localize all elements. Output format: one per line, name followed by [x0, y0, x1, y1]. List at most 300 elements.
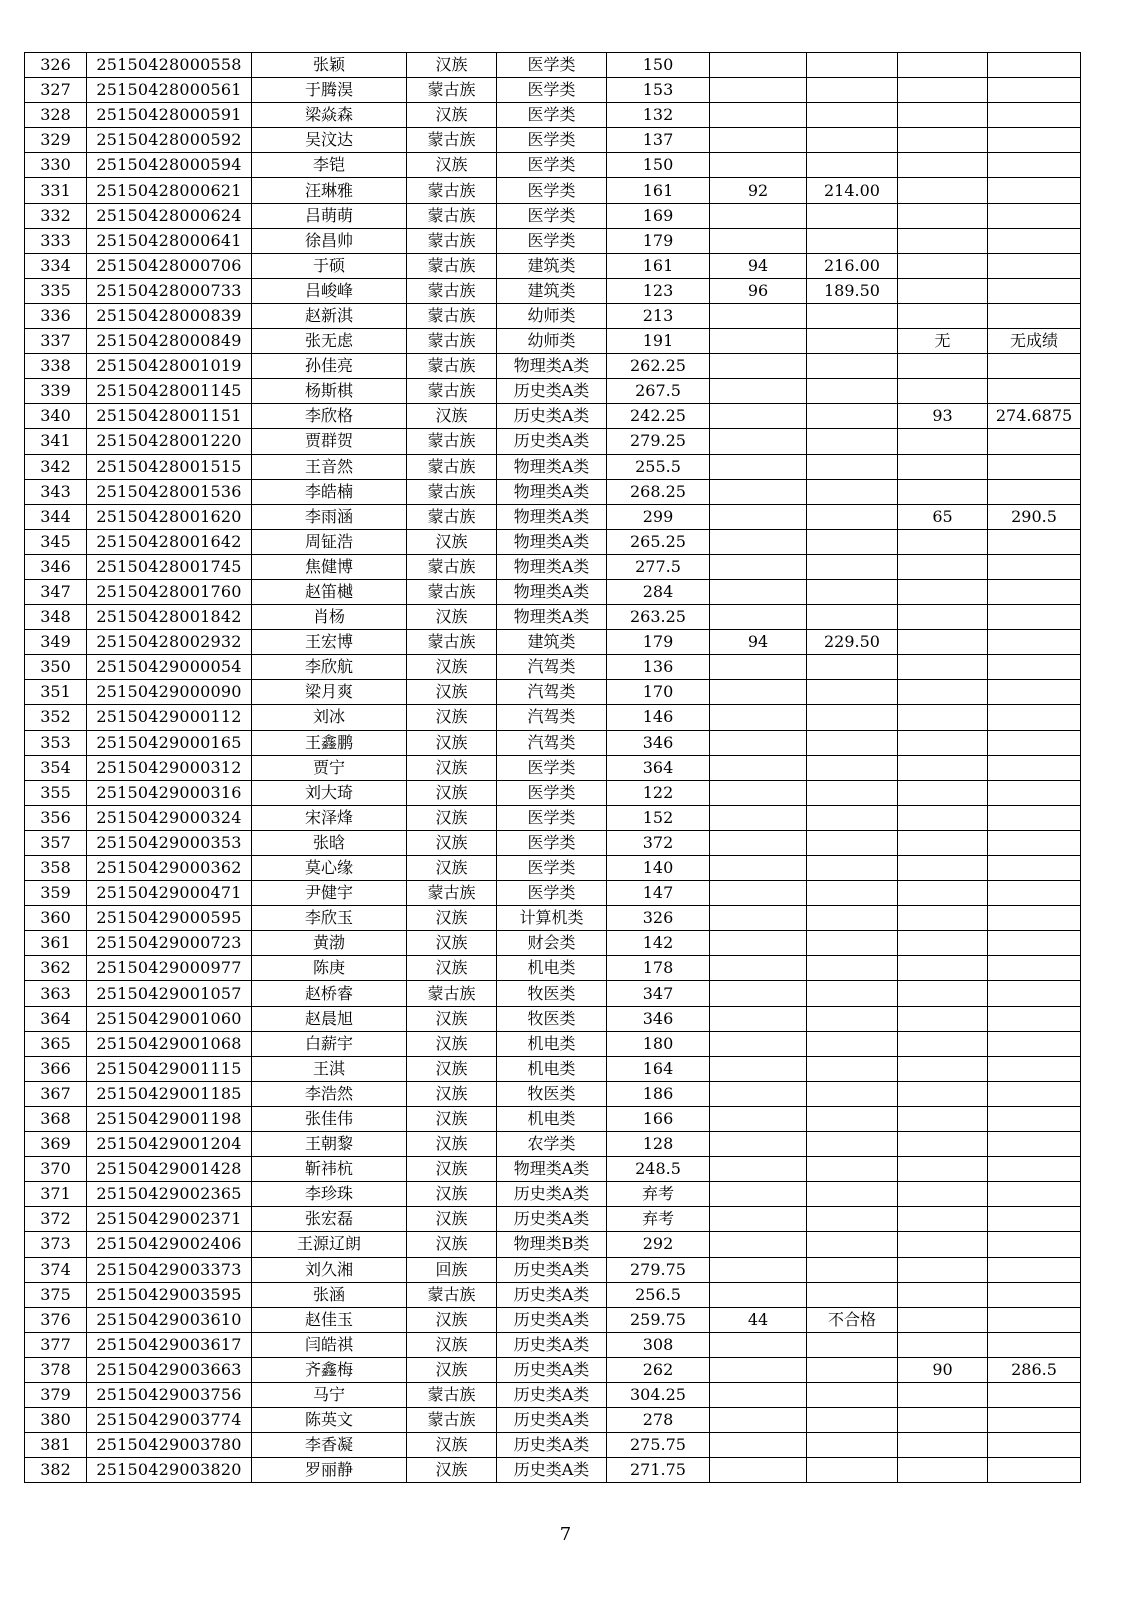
cell-extra-total-1 [807, 404, 898, 429]
cell-candidate-id: 25150428001620 [87, 504, 252, 529]
cell-category: 物理类A类 [497, 529, 607, 554]
cell-extra-total-1 [807, 1207, 898, 1232]
cell-extra-score-1: 44 [710, 1307, 807, 1332]
cell-category: 历史类A类 [497, 1382, 607, 1407]
cell-category: 历史类A类 [497, 1332, 607, 1357]
cell-name: 杨斯棋 [252, 379, 407, 404]
cell-ethnicity: 汉族 [407, 780, 497, 805]
cell-name: 张无虑 [252, 329, 407, 354]
table-row [25, 856, 1081, 881]
cell-extra-score-1 [710, 303, 807, 328]
cell-extra-total-2 [988, 1207, 1081, 1232]
cell-score: 346 [607, 1006, 710, 1031]
cell-ethnicity: 蒙古族 [407, 1382, 497, 1407]
cell-score: 164 [607, 1056, 710, 1081]
cell-extra-total-1 [807, 504, 898, 529]
cell-extra-score-2 [898, 981, 988, 1006]
cell-extra-total-2 [988, 303, 1081, 328]
cell-category: 物理类A类 [497, 554, 607, 579]
cell-extra-total-1 [807, 1332, 898, 1357]
cell-candidate-id: 25150429002406 [87, 1232, 252, 1257]
cell-extra-score-1 [710, 1182, 807, 1207]
cell-category: 医学类 [497, 103, 607, 128]
cell-extra-total-1 [807, 1257, 898, 1282]
cell-extra-total-1 [807, 906, 898, 931]
cell-name: 尹健宇 [252, 881, 407, 906]
cell-extra-total-1 [807, 1182, 898, 1207]
cell-seq: 366 [25, 1056, 87, 1081]
cell-candidate-id: 25150428001151 [87, 404, 252, 429]
cell-score: 292 [607, 1232, 710, 1257]
table-row [25, 1433, 1081, 1458]
cell-extra-score-1 [710, 981, 807, 1006]
cell-seq: 335 [25, 278, 87, 303]
cell-ethnicity: 汉族 [407, 1307, 497, 1332]
cell-extra-score-2 [898, 1031, 988, 1056]
cell-seq: 375 [25, 1282, 87, 1307]
cell-category: 物理类A类 [497, 1157, 607, 1182]
cell-extra-total-1 [807, 103, 898, 128]
cell-candidate-id: 25150428000849 [87, 329, 252, 354]
cell-extra-total-1 [807, 1382, 898, 1407]
cell-seq: 370 [25, 1157, 87, 1182]
cell-extra-score-2 [898, 253, 988, 278]
cell-extra-total-2 [988, 705, 1081, 730]
cell-ethnicity: 蒙古族 [407, 228, 497, 253]
cell-extra-total-1 [807, 830, 898, 855]
cell-category: 幼师类 [497, 303, 607, 328]
cell-score: 180 [607, 1031, 710, 1056]
cell-score: 277.5 [607, 554, 710, 579]
cell-score: 213 [607, 303, 710, 328]
cell-category: 历史类A类 [497, 1282, 607, 1307]
cell-extra-total-1 [807, 379, 898, 404]
table-row [25, 1056, 1081, 1081]
cell-extra-score-2 [898, 153, 988, 178]
cell-candidate-id: 25150429003780 [87, 1433, 252, 1458]
cell-category: 医学类 [497, 830, 607, 855]
cell-extra-score-2 [898, 1132, 988, 1157]
table-row [25, 303, 1081, 328]
cell-extra-score-1 [710, 1332, 807, 1357]
cell-seq: 354 [25, 755, 87, 780]
cell-extra-score-2 [898, 906, 988, 931]
table-row [25, 53, 1081, 78]
cell-extra-score-1 [710, 655, 807, 680]
cell-extra-score-2 [898, 1257, 988, 1282]
cell-extra-score-1 [710, 579, 807, 604]
cell-score: 346 [607, 730, 710, 755]
cell-extra-total-2 [988, 1182, 1081, 1207]
table-row [25, 504, 1081, 529]
cell-candidate-id: 25150429003617 [87, 1332, 252, 1357]
cell-candidate-id: 25150429001060 [87, 1006, 252, 1031]
cell-name: 王源辽朗 [252, 1232, 407, 1257]
cell-candidate-id: 25150428001220 [87, 429, 252, 454]
cell-extra-score-1 [710, 881, 807, 906]
cell-score: 132 [607, 103, 710, 128]
cell-seq: 346 [25, 554, 87, 579]
cell-extra-score-2 [898, 1332, 988, 1357]
cell-extra-total-1 [807, 554, 898, 579]
cell-candidate-id: 25150429001428 [87, 1157, 252, 1182]
cell-extra-total-1 [807, 730, 898, 755]
table-row [25, 881, 1081, 906]
cell-ethnicity: 汉族 [407, 1207, 497, 1232]
table-row [25, 479, 1081, 504]
table-row [25, 228, 1081, 253]
cell-seq: 332 [25, 203, 87, 228]
cell-extra-score-1 [710, 805, 807, 830]
cell-ethnicity: 汉族 [407, 655, 497, 680]
cell-extra-total-2 [988, 1106, 1081, 1131]
cell-ethnicity: 汉族 [407, 103, 497, 128]
cell-name: 吴汶达 [252, 128, 407, 153]
cell-extra-total-2 [988, 78, 1081, 103]
cell-name: 于腾淏 [252, 78, 407, 103]
cell-name: 吕萌萌 [252, 203, 407, 228]
table-row [25, 1106, 1081, 1131]
cell-extra-total-1 [807, 1357, 898, 1382]
cell-extra-total-1 [807, 1433, 898, 1458]
cell-candidate-id: 25150429000977 [87, 956, 252, 981]
cell-extra-score-1 [710, 529, 807, 554]
cell-seq: 382 [25, 1458, 87, 1483]
cell-extra-total-2 [988, 1006, 1081, 1031]
cell-seq: 363 [25, 981, 87, 1006]
cell-extra-total-1 [807, 1282, 898, 1307]
cell-extra-score-1 [710, 680, 807, 705]
cell-ethnicity: 汉族 [407, 680, 497, 705]
cell-score: 265.25 [607, 529, 710, 554]
cell-score: 275.75 [607, 1433, 710, 1458]
cell-seq: 347 [25, 579, 87, 604]
cell-name: 徐昌帅 [252, 228, 407, 253]
cell-category: 历史类A类 [497, 1433, 607, 1458]
cell-extra-score-2 [898, 303, 988, 328]
cell-category: 医学类 [497, 78, 607, 103]
cell-ethnicity: 汉族 [407, 1357, 497, 1382]
table-row [25, 1132, 1081, 1157]
cell-extra-total-2 [988, 1433, 1081, 1458]
cell-seq: 376 [25, 1307, 87, 1332]
cell-extra-total-1 [807, 1106, 898, 1131]
cell-extra-score-1 [710, 153, 807, 178]
cell-score: 152 [607, 805, 710, 830]
cell-seq: 379 [25, 1382, 87, 1407]
cell-score: 169 [607, 203, 710, 228]
cell-score: 123 [607, 278, 710, 303]
cell-candidate-id: 25150429001204 [87, 1132, 252, 1157]
cell-score: 146 [607, 705, 710, 730]
cell-extra-total-2: 274.6875 [988, 404, 1081, 429]
cell-ethnicity: 蒙古族 [407, 981, 497, 1006]
cell-candidate-id: 25150429003774 [87, 1408, 252, 1433]
cell-extra-total-2 [988, 906, 1081, 931]
cell-extra-total-1 [807, 479, 898, 504]
cell-ethnicity: 汉族 [407, 931, 497, 956]
cell-extra-score-2 [898, 1458, 988, 1483]
cell-name: 汪琳雅 [252, 178, 407, 203]
cell-candidate-id: 25150428000592 [87, 128, 252, 153]
cell-name: 李欣玉 [252, 906, 407, 931]
cell-category: 汽驾类 [497, 655, 607, 680]
cell-name: 李铠 [252, 153, 407, 178]
cell-score: 150 [607, 53, 710, 78]
cell-score: 271.75 [607, 1458, 710, 1483]
cell-extra-score-2 [898, 579, 988, 604]
cell-score: 122 [607, 780, 710, 805]
cell-name: 张宏磊 [252, 1207, 407, 1232]
cell-extra-total-2 [988, 1332, 1081, 1357]
cell-score: 259.75 [607, 1307, 710, 1332]
cell-extra-score-2: 无 [898, 329, 988, 354]
cell-name: 贾群贺 [252, 429, 407, 454]
cell-candidate-id: 25150429003595 [87, 1282, 252, 1307]
cell-seq: 372 [25, 1207, 87, 1232]
cell-extra-score-2 [898, 881, 988, 906]
cell-name: 梁月爽 [252, 680, 407, 705]
cell-extra-total-1 [807, 1157, 898, 1182]
cell-category: 牧医类 [497, 981, 607, 1006]
cell-category: 物理类B类 [497, 1232, 607, 1257]
cell-name: 王宏博 [252, 630, 407, 655]
cell-name: 李雨涵 [252, 504, 407, 529]
cell-ethnicity: 汉族 [407, 1106, 497, 1131]
cell-name: 陈庚 [252, 956, 407, 981]
cell-extra-total-1 [807, 805, 898, 830]
cell-score: 256.5 [607, 1282, 710, 1307]
table-row [25, 755, 1081, 780]
cell-candidate-id: 25150428000591 [87, 103, 252, 128]
cell-candidate-id: 25150429003820 [87, 1458, 252, 1483]
cell-candidate-id: 25150429000362 [87, 856, 252, 881]
cell-score: 178 [607, 956, 710, 981]
cell-category: 牧医类 [497, 1081, 607, 1106]
cell-score: 140 [607, 856, 710, 881]
cell-extra-score-1: 92 [710, 178, 807, 203]
cell-name: 齐鑫梅 [252, 1357, 407, 1382]
table-row [25, 354, 1081, 379]
table-row [25, 830, 1081, 855]
cell-extra-score-1 [710, 103, 807, 128]
cell-extra-score-2 [898, 1081, 988, 1106]
cell-extra-score-1 [710, 203, 807, 228]
cell-extra-total-1 [807, 705, 898, 730]
cell-extra-score-1 [710, 780, 807, 805]
cell-extra-total-2 [988, 454, 1081, 479]
cell-name: 赵佳玉 [252, 1307, 407, 1332]
cell-seq: 377 [25, 1332, 87, 1357]
cell-candidate-id: 25150428001745 [87, 554, 252, 579]
cell-score: 147 [607, 881, 710, 906]
cell-category: 物理类A类 [497, 579, 607, 604]
cell-extra-total-2 [988, 228, 1081, 253]
table-row [25, 655, 1081, 680]
cell-category: 医学类 [497, 780, 607, 805]
cell-score: 364 [607, 755, 710, 780]
cell-ethnicity: 回族 [407, 1257, 497, 1282]
table-row [25, 1006, 1081, 1031]
cell-extra-score-2 [898, 780, 988, 805]
cell-extra-score-2: 93 [898, 404, 988, 429]
table-row [25, 1408, 1081, 1433]
cell-seq: 336 [25, 303, 87, 328]
cell-extra-score-1 [710, 856, 807, 881]
cell-extra-score-2: 65 [898, 504, 988, 529]
cell-category: 医学类 [497, 53, 607, 78]
cell-score: 弃考 [607, 1182, 710, 1207]
cell-extra-total-2 [988, 103, 1081, 128]
cell-extra-score-2 [898, 830, 988, 855]
cell-extra-score-2 [898, 605, 988, 630]
cell-extra-score-2 [898, 1207, 988, 1232]
cell-category: 物理类A类 [497, 479, 607, 504]
cell-score: 242.25 [607, 404, 710, 429]
cell-category: 建筑类 [497, 253, 607, 278]
cell-score: 161 [607, 253, 710, 278]
cell-extra-total-2 [988, 479, 1081, 504]
cell-category: 物理类A类 [497, 504, 607, 529]
table-row [25, 630, 1081, 655]
cell-extra-total-2 [988, 630, 1081, 655]
cell-extra-total-1 [807, 881, 898, 906]
cell-candidate-id: 25150429001198 [87, 1106, 252, 1131]
cell-ethnicity: 蒙古族 [407, 479, 497, 504]
cell-seq: 327 [25, 78, 87, 103]
cell-extra-total-1: 214.00 [807, 178, 898, 203]
cell-extra-score-1 [710, 479, 807, 504]
cell-extra-total-2: 286.5 [988, 1357, 1081, 1382]
cell-extra-score-1 [710, 755, 807, 780]
cell-extra-total-2 [988, 1458, 1081, 1483]
cell-category: 历史类A类 [497, 379, 607, 404]
cell-name: 张颖 [252, 53, 407, 78]
cell-extra-total-1 [807, 529, 898, 554]
cell-name: 梁焱森 [252, 103, 407, 128]
cell-extra-score-1 [710, 1207, 807, 1232]
cell-ethnicity: 蒙古族 [407, 1408, 497, 1433]
cell-extra-total-1 [807, 780, 898, 805]
cell-extra-total-1 [807, 454, 898, 479]
cell-extra-total-1 [807, 956, 898, 981]
cell-extra-total-2 [988, 931, 1081, 956]
cell-extra-score-2 [898, 705, 988, 730]
cell-name: 贾宁 [252, 755, 407, 780]
cell-extra-score-2 [898, 1106, 988, 1131]
cell-score: 161 [607, 178, 710, 203]
cell-ethnicity: 汉族 [407, 1332, 497, 1357]
cell-ethnicity: 汉族 [407, 1006, 497, 1031]
cell-ethnicity: 汉族 [407, 705, 497, 730]
cell-extra-score-1 [710, 554, 807, 579]
cell-score: 263.25 [607, 605, 710, 630]
cell-extra-total-2 [988, 1056, 1081, 1081]
cell-seq: 352 [25, 705, 87, 730]
cell-score: 186 [607, 1081, 710, 1106]
cell-extra-total-2 [988, 1382, 1081, 1407]
cell-extra-score-1 [710, 906, 807, 931]
cell-ethnicity: 蒙古族 [407, 354, 497, 379]
table-row [25, 379, 1081, 404]
cell-extra-total-2 [988, 680, 1081, 705]
cell-extra-score-1: 94 [710, 630, 807, 655]
cell-category: 历史类A类 [497, 1408, 607, 1433]
cell-candidate-id: 25150429000312 [87, 755, 252, 780]
cell-extra-total-2 [988, 856, 1081, 881]
cell-ethnicity: 汉族 [407, 906, 497, 931]
table-row [25, 906, 1081, 931]
cell-extra-total-1 [807, 579, 898, 604]
cell-extra-total-2 [988, 981, 1081, 1006]
cell-candidate-id: 25150428000561 [87, 78, 252, 103]
table-row [25, 579, 1081, 604]
cell-candidate-id: 25150429002371 [87, 1207, 252, 1232]
cell-score: 170 [607, 680, 710, 705]
cell-ethnicity: 蒙古族 [407, 554, 497, 579]
cell-ethnicity: 汉族 [407, 956, 497, 981]
cell-candidate-id: 25150429000112 [87, 705, 252, 730]
cell-extra-score-1 [710, 605, 807, 630]
cell-ethnicity: 汉族 [407, 1056, 497, 1081]
cell-name: 白薪宇 [252, 1031, 407, 1056]
cell-score: 308 [607, 1332, 710, 1357]
cell-extra-score-1 [710, 1257, 807, 1282]
cell-extra-score-1 [710, 1458, 807, 1483]
cell-category: 历史类A类 [497, 429, 607, 454]
cell-extra-score-2 [898, 128, 988, 153]
cell-extra-score-1 [710, 830, 807, 855]
cell-category: 汽驾类 [497, 680, 607, 705]
cell-extra-score-2: 90 [898, 1357, 988, 1382]
cell-extra-score-1 [710, 956, 807, 981]
cell-ethnicity: 汉族 [407, 529, 497, 554]
cell-candidate-id: 25150428000558 [87, 53, 252, 78]
cell-extra-score-1 [710, 1232, 807, 1257]
table-row [25, 705, 1081, 730]
cell-score: 304.25 [607, 1382, 710, 1407]
cell-category: 物理类A类 [497, 605, 607, 630]
cell-category: 汽驾类 [497, 730, 607, 755]
cell-candidate-id: 25150429000324 [87, 805, 252, 830]
cell-name: 李皓楠 [252, 479, 407, 504]
cell-score: 267.5 [607, 379, 710, 404]
cell-extra-total-2 [988, 730, 1081, 755]
cell-extra-total-1: 229.50 [807, 630, 898, 655]
cell-extra-total-1: 189.50 [807, 278, 898, 303]
cell-extra-score-1 [710, 429, 807, 454]
cell-category: 历史类A类 [497, 1257, 607, 1282]
cell-extra-score-2 [898, 454, 988, 479]
table-row [25, 103, 1081, 128]
cell-seq: 362 [25, 956, 87, 981]
cell-score: 284 [607, 579, 710, 604]
cell-seq: 381 [25, 1433, 87, 1458]
cell-score: 279.75 [607, 1257, 710, 1282]
cell-extra-total-2 [988, 1307, 1081, 1332]
cell-extra-score-2 [898, 1408, 988, 1433]
cell-extra-score-1 [710, 730, 807, 755]
cell-candidate-id: 25150428001760 [87, 579, 252, 604]
cell-candidate-id: 25150429001057 [87, 981, 252, 1006]
cell-name: 黄渤 [252, 931, 407, 956]
table-row [25, 278, 1081, 303]
cell-seq: 361 [25, 931, 87, 956]
cell-extra-score-2 [898, 1157, 988, 1182]
cell-extra-score-2 [898, 554, 988, 579]
cell-seq: 359 [25, 881, 87, 906]
cell-seq: 334 [25, 253, 87, 278]
